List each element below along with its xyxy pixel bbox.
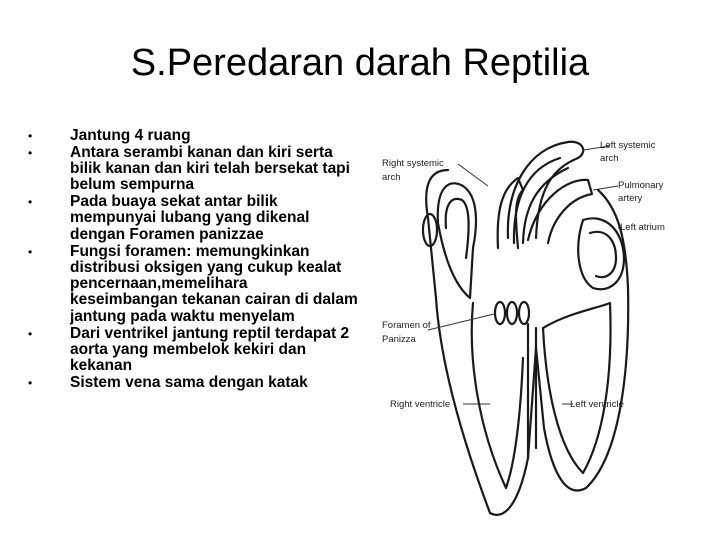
bullet-marker: • (28, 145, 33, 160)
right-ventricle-chamber (472, 303, 523, 488)
bullet-marker: • (28, 326, 33, 341)
label-right-systemic: Right systemic (382, 158, 444, 169)
heart-drawing (378, 128, 678, 528)
left-atrium-shape (578, 218, 624, 289)
label-right-ventricle: Right ventricle (390, 399, 451, 410)
bullet-list (28, 128, 358, 392)
right-atrium (438, 183, 476, 298)
bullet-text: Antara serambi kanan dan kiri serta bilik kanan dan kiri telah bersekat tapi belum sempurna (70, 143, 350, 194)
bullet-item (28, 375, 358, 391)
bullet-text: Dari ventrikel jantung reptil terdapat 2 aorta yang membelok kekiri dan kekanan (70, 324, 350, 375)
bullet-marker: • (28, 129, 33, 143)
label-left-ventricle: Left ventricle (570, 399, 624, 410)
label-right-systemic-2: arch (382, 172, 401, 183)
foramen-oval-1 (495, 302, 505, 324)
bullet-item (28, 244, 358, 325)
bullet-item (28, 326, 358, 375)
right-systemic-arch (498, 178, 523, 248)
reptile-heart-diagram (378, 128, 678, 528)
bullet-text: Jantung 4 ruang (70, 127, 191, 144)
bullet-text: Pada buaya sekat antar bilik mempunyai lubang yang dikenal dengan Foramen panizzae (70, 193, 310, 243)
bullet-text: Sistem vena sama dengan katak (70, 373, 308, 391)
bullet-marker: • (28, 195, 33, 210)
label-left-atrium: Left atrium (620, 222, 665, 233)
foramen-oval-3 (519, 302, 529, 324)
left-systemic-arch (508, 142, 583, 238)
label-pulmonary-2: artery (618, 193, 643, 204)
bullet-text: Fungsi foramen: memungkinkan distribusi oksigen yang cukup kealat pencernaan,memelihara keseimbangan tekanan cairan di dalam jantung pada waktu menyelam (70, 242, 358, 325)
label-foramen-2: Panizza (382, 334, 416, 345)
label-left-systemic-2: arch (600, 153, 619, 164)
label-left-systemic: Left systemic (600, 140, 656, 151)
bullet-item (28, 145, 358, 194)
left-ventricle-chamber (543, 303, 611, 473)
slide-title: S.Peredaran darah Reptilia (130, 42, 590, 84)
bullet-item (28, 128, 358, 144)
label-foramen: Foramen of (382, 320, 431, 331)
bullet-item (28, 194, 358, 243)
pulmonary-artery (528, 180, 592, 243)
bullet-marker: • (28, 244, 33, 259)
foramen-oval-2 (507, 302, 517, 324)
bullet-marker: • (28, 375, 33, 390)
label-pulmonary: Pulmonary (618, 180, 664, 191)
